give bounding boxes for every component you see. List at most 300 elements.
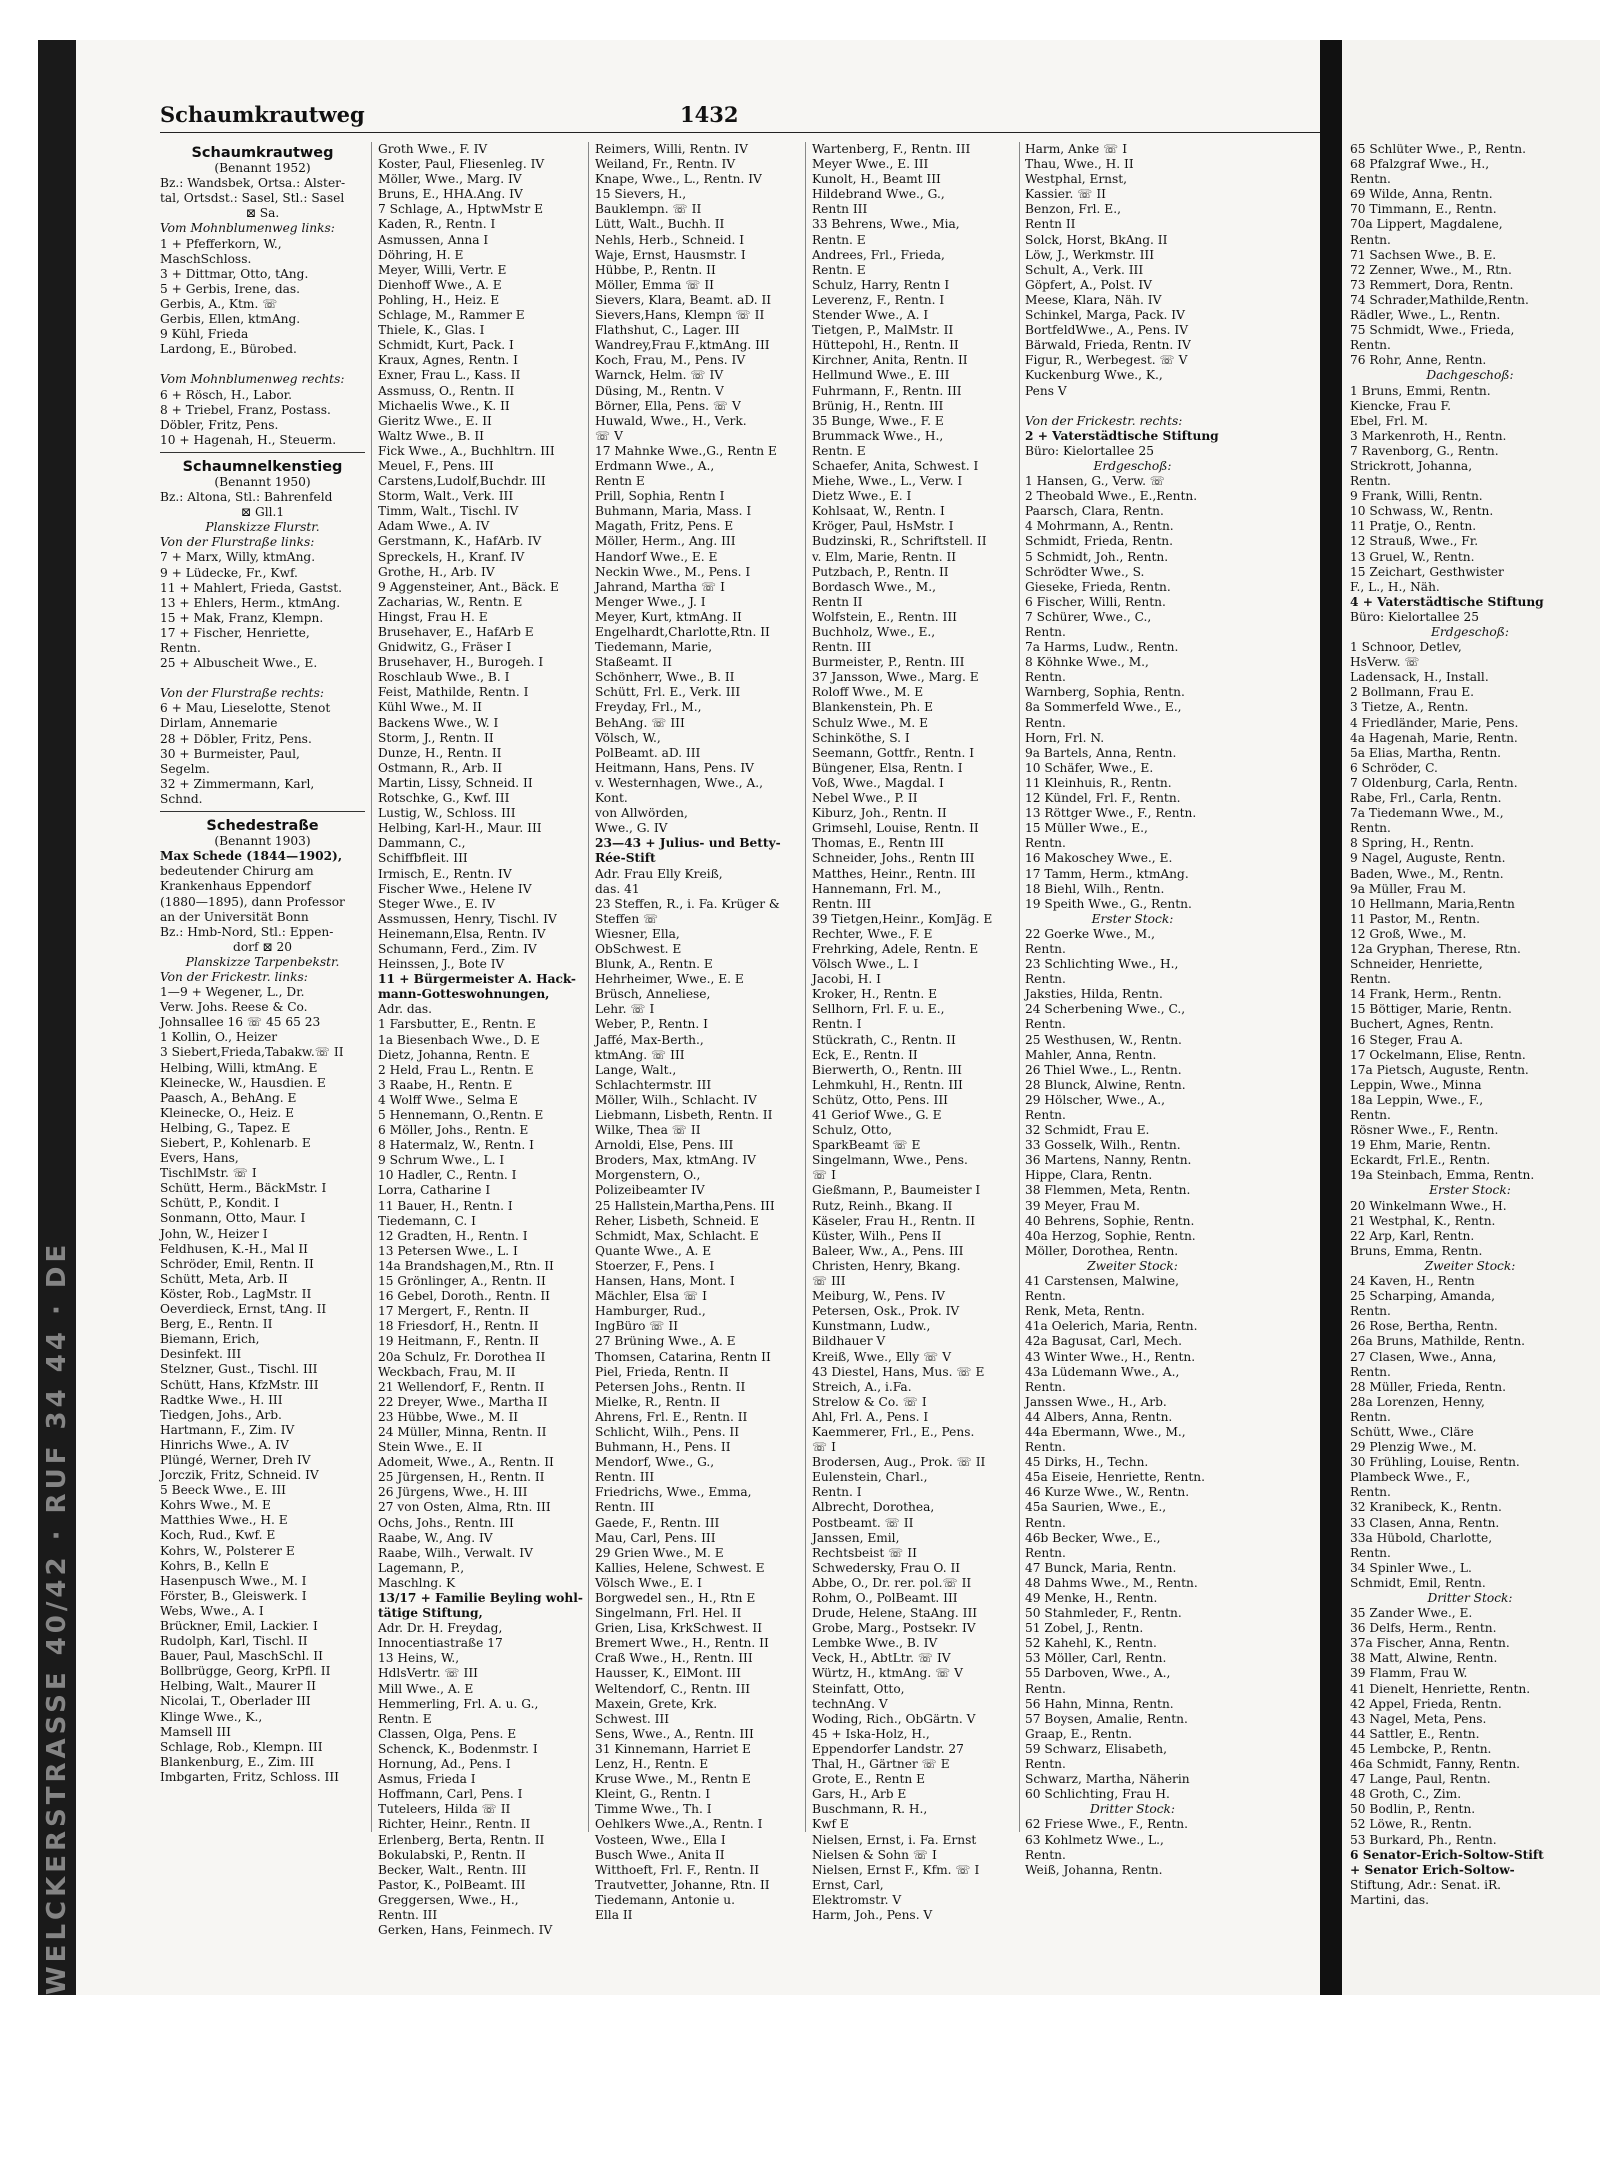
directory-entry: Rentn. xyxy=(1350,172,1391,187)
directory-entry: 17 Tamm, Herm., ktmAng. xyxy=(1025,866,1189,881)
directory-entry: Helbing, G., Tapez. E xyxy=(160,1120,291,1135)
directory-entry: Schaefer, Anita, Schwest. I xyxy=(812,458,979,473)
directory-entry: Bz.: Altona, Stl.: Bahrenfeld xyxy=(160,490,333,505)
directory-entry: Tietgen, P., MalMstr. II xyxy=(812,323,954,338)
directory-entry: 3 Markenroth, H., Rentn. xyxy=(1350,428,1507,443)
directory-entry: Meyer, Willi, Vertr. E xyxy=(378,262,507,277)
directory-entry: Spreckels, H., Kranf. IV xyxy=(378,549,525,564)
directory-entry: 43 Winter Wwe., H., Rentn. xyxy=(1025,1349,1196,1364)
directory-entry: Stelzner, Gust., Tischl. III xyxy=(160,1362,318,1377)
directory-entry: Schneider, Johs., Rentn III xyxy=(812,851,975,866)
directory-entry: Stiftung, Adr.: Senat. iR. xyxy=(1350,1877,1502,1892)
directory-entry: 27 Brüning Wwe., A. E xyxy=(595,1334,736,1349)
directory-entry: 56 Hahn, Minna, Rentn. xyxy=(1025,1696,1174,1711)
directory-entry: Timm, Walt., Tischl. IV xyxy=(378,504,519,519)
directory-entry: 7 Oldenburg, Carla, Rentn. xyxy=(1350,775,1518,790)
directory-entry: Adr. Frau Elly Kreiß, xyxy=(595,866,723,881)
directory-entry: Brusehaver, E., HafArb E xyxy=(378,625,534,639)
directory-entry: Petersen, Osk., Prok. IV xyxy=(812,1304,960,1319)
directory-entry: 10 Hellmann, Maria,Rentn xyxy=(1350,896,1515,911)
directory-entry: Sens, Wwe., A., Rentn. III xyxy=(595,1726,754,1741)
directory-entry: Büngener, Elsa, Rentn. I xyxy=(812,760,963,775)
directory-entry: 63 Kohlmetz Wwe., L., xyxy=(1025,1832,1164,1847)
directory-entry: Witthoeft, Frl. F., Rentn. II xyxy=(595,1862,760,1877)
directory-entry: Pohling, H., Heiz. E xyxy=(378,292,500,307)
directory-entry: 68 Pfalzgraf Wwe., H., xyxy=(1350,157,1490,172)
directory-entry: Rösner Wwe., F., Rentn. xyxy=(1350,1123,1499,1138)
directory-entry: Blunk, A., Rentn. E xyxy=(595,957,713,972)
directory-entry: 40a Herzog, Sophie, Rentn. xyxy=(1025,1228,1196,1243)
directory-column-5 xyxy=(1025,142,1240,1878)
directory-entry: Ochs, Johs., Rentn. III xyxy=(378,1515,514,1530)
directory-entry: Kunstmann, Ludw., xyxy=(812,1319,931,1334)
directory-entry: Schwarz, Martha, Näherin xyxy=(1025,1772,1190,1787)
directory-entry: Stender Wwe., A. I xyxy=(812,308,929,323)
directory-entry: 19 Speith Wwe., G., Rentn. xyxy=(1025,896,1192,911)
directory-entry: Strelow & Co. ☏ I xyxy=(812,1394,927,1409)
directory-entry: Fuhrmann, F., Rentn. III xyxy=(812,383,962,398)
directory-entry: Rentn. xyxy=(1350,821,1391,836)
directory-entry: + Senator Erich-Soltow- xyxy=(1350,1862,1515,1877)
directory-entry: Max Schede (1844—1902), xyxy=(160,849,343,864)
directory-entry: 57 Boysen, Amalie, Rentn. xyxy=(1025,1711,1188,1726)
directory-entry: Brummack Wwe., H., xyxy=(812,428,944,443)
directory-entry: 8 Köhnke Wwe., M., xyxy=(1025,655,1149,670)
directory-entry: Greggersen, Wwe., H., xyxy=(378,1892,519,1907)
directory-entry: Mächler, Elsa ☏ I xyxy=(595,1289,707,1304)
directory-entry: 3 + Dittmar, Otto, tAng. xyxy=(160,266,309,281)
directory-entry: Erlenberg, Berta, Rentn. II xyxy=(378,1832,545,1847)
directory-entry: Jaksties, Hilda, Rentn. xyxy=(1025,987,1163,1002)
directory-entry: 25 + Albuscheit Wwe., E. xyxy=(160,656,318,671)
directory-entry: Rentn. xyxy=(160,641,201,655)
directory-entry: 25 Hallstein,Martha,Pens. III xyxy=(595,1198,775,1213)
directory-entry: Mau, Carl, Pens. III xyxy=(595,1530,716,1545)
directory-entry: Schulz, Harry, Rentn I xyxy=(812,277,950,292)
directory-entry: Brünig, H., Rentn. III xyxy=(812,398,944,413)
directory-entry: Döhring, H. E xyxy=(378,247,464,262)
directory-entry: 75 Schmidt, Wwe., Frieda, xyxy=(1350,323,1515,338)
directory-entry: Schütt, Herm., BäckMstr. I xyxy=(160,1181,327,1196)
directory-entry: 1—9 + Wegener, L., Dr. xyxy=(160,985,305,1000)
directory-entry: 32 + Zimmermann, Karl, xyxy=(160,776,315,791)
directory-entry: Harm, Joh., Pens. V xyxy=(812,1907,933,1922)
directory-entry: Segelm. xyxy=(160,761,210,776)
directory-entry: 1 Bruns, Emmi, Rentn. xyxy=(1350,383,1491,398)
directory-entry: Döbler, Fritz, Pens. xyxy=(160,417,279,432)
directory-entry: Gerstmann, K., HafArb. IV xyxy=(378,534,542,549)
directory-entry: Kleinecke, O., Heiz. E xyxy=(160,1105,295,1120)
directory-entry: 22 Dreyer, Wwe., Martha II xyxy=(378,1394,548,1409)
directory-entry: Dammann, C., xyxy=(378,836,466,851)
directory-entry: Kallies, Helene, Schwest. E xyxy=(595,1560,765,1575)
directory-entry: Rentn E xyxy=(595,474,645,489)
directory-entry: Adam Wwe., A. IV xyxy=(378,519,490,534)
directory-entry: Rentn III xyxy=(812,202,868,217)
directory-entry: 10 Schäfer, Wwe., E. xyxy=(1025,760,1154,775)
directory-entry: Seemann, Gottfr., Rentn. I xyxy=(812,745,975,760)
directory-entry: Hellmund Wwe., E. III xyxy=(812,368,950,383)
directory-entry: Stoerzer, F., Pens. I xyxy=(595,1258,715,1273)
directory-entry: Nebel Wwe., P. II xyxy=(812,791,918,806)
directory-entry: 50 Bodlin, P., Rentn. xyxy=(1350,1802,1476,1817)
directory-entry: 5 Hennemann, O.,Rentn. E xyxy=(378,1108,544,1122)
directory-entry: Prill, Sophia, Rentn I xyxy=(595,489,725,504)
directory-entry: 46b Becker, Wwe., E., xyxy=(1025,1530,1161,1545)
directory-entry: Thiele, K., Glas. I xyxy=(378,323,485,338)
directory-entry: 41 Dienelt, Henriette, Rentn. xyxy=(1350,1681,1531,1696)
directory-entry: Hemmerling, Frl. A. u. G., xyxy=(378,1696,539,1711)
directory-entry: Rohm, O., PolBeamt. III xyxy=(812,1591,958,1605)
directory-entry: Völsch Wwe., E. I xyxy=(595,1575,702,1590)
directory-entry: 26 Thiel Wwe., L., Rentn. xyxy=(1025,1062,1182,1077)
directory-entry: 16 Gebel, Doroth., Rentn. II xyxy=(378,1289,550,1304)
directory-entry: Eppendorfer Landstr. 27 xyxy=(812,1741,964,1756)
directory-entry: 9 Aggensteiner, Ant., Bäck. E xyxy=(378,579,559,594)
directory-entry: 4 Wolff Wwe., Selma E xyxy=(378,1092,518,1107)
directory-entry: Plüngé, Werner, Dreh IV xyxy=(160,1452,311,1467)
directory-entry: 19 Heitmann, F., Rentn. II xyxy=(378,1334,539,1349)
directory-entry: 2 + Vaterstädtische Stiftung xyxy=(1025,428,1219,443)
directory-entry: Buchert, Agnes, Rentn. xyxy=(1350,1017,1494,1032)
directory-entry: Tuteleers, Hilda ☏ II xyxy=(378,1802,511,1817)
directory-entry: 42a Bagusat, Carl, Mech. xyxy=(1025,1334,1182,1349)
directory-entry: Engelhardt,Charlotte,Rtn. II xyxy=(595,625,770,639)
directory-entry: Rentn. xyxy=(1025,1108,1066,1122)
directory-entry: BortfeldWwe., A., Pens. IV xyxy=(1025,323,1188,338)
directory-entry: bedeutender Chirurg am xyxy=(160,864,314,879)
directory-entry: 33 Behrens, Wwe., Mia, xyxy=(812,217,960,232)
directory-entry: 30 Frühling, Louise, Rentn. xyxy=(1350,1455,1520,1470)
directory-entry: ☏ III xyxy=(812,1274,846,1289)
directory-entry: Grimsehl, Louise, Rentn. II xyxy=(812,821,979,836)
directory-entry: Radtke Wwe., H. III xyxy=(160,1392,283,1407)
directory-entry: Schult, A., Verk. III xyxy=(1025,262,1144,277)
directory-entry: Biemann, Erich, xyxy=(160,1332,260,1347)
directory-entry: Schütt, Wwe., Cläre xyxy=(1350,1424,1474,1439)
directory-entry: Graap, E., Rentn. xyxy=(1025,1726,1133,1741)
directory-entry: Rentn. III xyxy=(812,896,872,911)
directory-entry: Andrees, Frl., Frieda, xyxy=(812,247,945,262)
directory-entry: Möller, Wilh., Schlacht. IV xyxy=(595,1092,757,1107)
directory-entry: Schwest. III xyxy=(595,1711,670,1726)
directory-entry: Becker, Walt., Rentn. III xyxy=(378,1862,527,1877)
directory-entry: Wiesner, Ella, xyxy=(595,926,680,941)
directory-entry: Schlage, Rob., Klempn. III xyxy=(160,1739,323,1754)
directory-entry: 36 Delfs, Herm., Rentn. xyxy=(1350,1621,1497,1636)
directory-entry: 8 + Triebel, Franz, Postass. xyxy=(160,402,331,417)
directory-entry: Schmidt, Max, Schlacht. E xyxy=(595,1228,759,1243)
directory-entry: Rentn. E xyxy=(812,443,866,458)
directory-entry: Bärwald, Frieda, Rentn. IV xyxy=(1025,338,1191,353)
directory-entry: Steinfatt, Otto, xyxy=(812,1681,905,1696)
directory-entry: Gerbis, Ellen, ktmAng. xyxy=(160,312,301,327)
directory-entry: Rentn. xyxy=(1025,1681,1066,1696)
directory-entry: Trautvetter, Johanne, Rtn. II xyxy=(595,1877,770,1892)
directory-column-2 xyxy=(378,142,583,1938)
directory-entry: Borgwedel sen., H., Rtn E xyxy=(595,1591,756,1605)
directory-entry: Rentn. xyxy=(1025,1515,1066,1530)
directory-entry: Singelmann, Frl. Hel. II xyxy=(595,1606,742,1621)
directory-entry: Rädler, Wwe., L., Rentn. xyxy=(1350,308,1501,323)
directory-entry: Vosteen, Wwe., Ella I xyxy=(595,1832,726,1847)
directory-entry: 25 Westhusen, W., Rentn. xyxy=(1025,1032,1182,1047)
directory-entry: Broders, Max, ktmAng. IV xyxy=(595,1153,756,1168)
directory-entry: 20a Schulz, Fr. Dorothea II xyxy=(378,1349,546,1364)
directory-entry: 6 Möller, Johs., Rentn. E xyxy=(378,1123,529,1138)
directory-entry: Roschlaub Wwe., B. I xyxy=(378,670,510,685)
directory-entry: 3 Siebert,Frieda,Tabakw.☏ II xyxy=(160,1045,344,1060)
directory-entry: Figur, R., Werbegest. ☏ V xyxy=(1025,353,1188,368)
directory-entry: Dietz, Johanna, Rentn. E xyxy=(378,1047,530,1062)
directory-entry: 55 Darboven, Wwe., A., xyxy=(1025,1666,1171,1681)
directory-entry: Möller, Dorothea, Rentn. xyxy=(1025,1243,1179,1258)
directory-entry: 21 Westphal, K., Rentn. xyxy=(1350,1213,1496,1228)
directory-entry: 36 Martens, Nanny, Rentn. xyxy=(1025,1153,1192,1168)
directory-entry: Hippe, Clara, Rentn. xyxy=(1025,1168,1153,1183)
directory-entry: Wwe., G. IV xyxy=(595,821,668,836)
directory-entry: Schlicht, Wilh., Pens. II xyxy=(595,1424,740,1439)
directory-entry: Woding, Rich., ObGärtn. V xyxy=(812,1711,976,1726)
directory-entry: BehAng. ☏ III xyxy=(595,715,685,730)
directory-entry: 23 Schlichting Wwe., H., xyxy=(1025,957,1179,972)
directory-entry: ObSchwest. E xyxy=(595,941,682,956)
directory-entry: Möller, Wwe., Marg. IV xyxy=(378,172,522,187)
directory-entry: Löw, J., Werkmstr. III xyxy=(1025,247,1155,262)
directory-entry: Möller, Herm., Ang. III xyxy=(595,534,736,549)
directory-entry: ⊠ Gll.1 xyxy=(240,505,285,520)
directory-entry: Steger Wwe., E. IV xyxy=(378,896,496,911)
directory-entry: Burmeister, P., Rentn. III xyxy=(812,655,965,670)
directory-entry: 33a Hübold, Charlotte, xyxy=(1350,1530,1493,1545)
directory-entry: 31 Kinnemann, Harriet E xyxy=(595,1741,751,1756)
directory-entry: Rentn. I xyxy=(812,1017,862,1032)
directory-entry: Asmussen, Anna I xyxy=(378,232,489,247)
directory-entry: v. Elm, Marie, Rentn. II xyxy=(812,549,957,564)
directory-entry: Koch, Rud., Kwf. E xyxy=(160,1528,276,1543)
directory-entry: Helbing, Karl-H., Maur. III xyxy=(378,821,542,836)
directory-entry: Richter, Heinr., Rentn. II xyxy=(378,1817,531,1832)
directory-entry: 45 Lembcke, P., Rentn. xyxy=(1350,1741,1492,1756)
directory-entry: PolBeamt. aD. III xyxy=(595,745,701,760)
directory-entry: Eckardt, Frl.E., Rentn. xyxy=(1350,1153,1491,1168)
directory-entry: 6 Schröder, C. xyxy=(1350,760,1438,775)
directory-entry: Hausser, K., ElMont. III xyxy=(595,1666,741,1681)
directory-entry: Benzon, Frl. E., xyxy=(1025,202,1121,217)
directory-entry: Verw. Johs. Reese & Co. xyxy=(160,1000,308,1015)
directory-entry: 5 Beeck Wwe., E. III xyxy=(160,1483,286,1498)
directory-entry: Schinkel, Marga, Pack. IV xyxy=(1025,308,1185,323)
directory-entry: Nicolai, T., Oberlader III xyxy=(160,1694,311,1709)
directory-entry: 7 Ravenborg, G., Rentn. xyxy=(1350,443,1499,458)
directory-entry: Lembke Wwe., B. IV xyxy=(812,1636,938,1651)
directory-entry: 76 Rohr, Anne, Rentn. xyxy=(1350,353,1487,368)
directory-entry: Köster, Rob., LagMstr. II xyxy=(160,1286,312,1301)
directory-entry: 17a Pietsch, Auguste, Rentn. xyxy=(1350,1062,1529,1077)
directory-entry: Meyer Wwe., E. III xyxy=(812,157,929,172)
directory-entry: Veck, H., AbtLtr. ☏ IV xyxy=(812,1651,951,1666)
directory-entry: 16 Steger, Frau A. xyxy=(1350,1032,1464,1047)
directory-entry: Buchholz, Wwe., E., xyxy=(812,625,936,639)
directory-entry: 73 Remmert, Dora, Rentn. xyxy=(1350,277,1514,292)
directory-entry: Hüttepohl, H., Rentn. II xyxy=(812,338,959,353)
directory-entry: 15 Müller Wwe., E., xyxy=(1025,821,1148,836)
directory-entry: Schenck, K., Bodenmstr. I xyxy=(378,1741,538,1756)
directory-entry: Erdmann Wwe., A., xyxy=(595,458,715,473)
directory-entry: Abbe, O., Dr. rer. pol.☏ II xyxy=(812,1575,972,1590)
directory-entry: 28 Blunck, Alwine, Rentn. xyxy=(1025,1077,1186,1092)
directory-entry xyxy=(160,671,365,686)
directory-entry: Baden, Wwe., M., Rentn. xyxy=(1350,866,1504,881)
directory-entry: Rentn. xyxy=(1350,232,1391,247)
directory-entry: Ebel, Frl. M. xyxy=(1350,413,1428,428)
directory-entry: Bollbrügge, Georg, KrPfl. II xyxy=(160,1664,331,1679)
directory-entry: 48 Groth, C., Zim. xyxy=(1350,1787,1462,1802)
directory-entry: tätige Stiftung, xyxy=(378,1606,483,1621)
directory-entry: Friedrichs, Wwe., Emma, xyxy=(595,1485,752,1500)
directory-entry: 13 Gruel, W., Rentn. xyxy=(1350,549,1475,564)
directory-entry: Brückner, Emil, Lackier. I xyxy=(160,1619,318,1633)
directory-entry: 4 Mohrmann, A., Rentn. xyxy=(1025,519,1174,534)
directory-entry: Hoffmann, Carl, Pens. I xyxy=(378,1787,523,1802)
directory-entry: Bierwerth, O., Rentn. III xyxy=(812,1062,962,1077)
directory-entry: 45a Eiseie, Henriette, Rentn. xyxy=(1025,1470,1206,1485)
section-label: Zweiter Stock: xyxy=(1424,1258,1516,1273)
directory-entry: 52 Kahehl, K., Rentn. xyxy=(1025,1636,1157,1651)
directory-entry: Westphal, Ernst, xyxy=(1025,172,1128,187)
directory-entry: 6 + Mau, Lieselotte, Stenot xyxy=(160,701,331,716)
directory-entry: Dienhoff Wwe., A. E xyxy=(378,277,502,292)
directory-entry: Thau, Wwe., H. II xyxy=(1025,157,1134,172)
directory-entry: 45a Saurien, Wwe., E., xyxy=(1025,1500,1167,1515)
directory-entry: Hingst, Frau H. E xyxy=(378,609,488,624)
directory-entry: Rentn. xyxy=(1025,1379,1066,1394)
directory-entry: Staßeamt. II xyxy=(595,655,672,670)
directory-entry: 11 + Mahlert, Frieda, Gastst. xyxy=(160,580,343,595)
directory-entry: Rentn. xyxy=(1025,1545,1066,1560)
directory-entry: Magath, Fritz, Pens. E xyxy=(595,519,734,534)
directory-entry: 4 Friedländer, Marie, Pens. xyxy=(1350,715,1519,730)
directory-entry: Evers, Hans, xyxy=(160,1151,239,1166)
directory-entry: 50 Stahmleder, F., Rentn. xyxy=(1025,1606,1182,1621)
directory-entry: Rentn. xyxy=(1350,338,1391,353)
directory-entry: 27 Clasen, Wwe., Anna, xyxy=(1350,1349,1497,1364)
directory-entry: Krankenhaus Eppendorf xyxy=(160,879,311,894)
directory-entry: Sonmann, Otto, Maur. I xyxy=(160,1211,306,1226)
directory-entry: 15 Böttiger, Marie, Rentn. xyxy=(1350,1002,1512,1017)
directory-entry: Wilke, Thea ☏ II xyxy=(595,1123,701,1138)
directory-entry: dorf ⊠ 20 xyxy=(233,939,292,954)
directory-entry: 1 Farsbutter, E., Rentn. E xyxy=(378,1017,536,1032)
directory-entry: 11 + Bürgermeister A. Hack- xyxy=(378,972,576,987)
directory-entry: Thal, H., Gärtner ☏ E xyxy=(812,1757,950,1772)
directory-entry: Freyday, Frl., M., xyxy=(595,700,702,715)
directory-entry: Von der Frickestr. rechts: xyxy=(1025,413,1183,428)
directory-entry: TischlMstr. ☏ I xyxy=(160,1166,257,1181)
directory-entry: Schütt, Frl. E., Verk. III xyxy=(595,685,741,700)
directory-entry: Plambeck Wwe., F., xyxy=(1350,1470,1471,1485)
directory-entry: 17 Mergert, F., Rentn. II xyxy=(378,1304,529,1319)
directory-entry: Raabe, Wilh., Verwalt. IV xyxy=(378,1545,533,1560)
directory-entry: Bz.: Wandsbek, Ortsa.: Alster- xyxy=(160,176,346,191)
directory-entry: Kruse Wwe., M., Rentn E xyxy=(595,1772,751,1787)
directory-entry: Schnd. xyxy=(160,791,203,806)
directory-entry: 26 Rose, Bertha, Rentn. xyxy=(1350,1319,1498,1334)
directory-entry: 7a Harms, Ludw., Rentn. xyxy=(1025,640,1179,655)
directory-entry: Weiland, Fr., Rentn. IV xyxy=(595,157,736,172)
directory-entry: Nielsen & Sohn ☏ I xyxy=(812,1847,937,1862)
directory-entry: Neckin Wwe., M., Pens. I xyxy=(595,564,751,579)
directory-entry: Möller, Emma ☏ II xyxy=(595,277,714,292)
directory-entry: Rentn. III xyxy=(378,1907,438,1922)
directory-entry: 7 Schürer, Wwe., C., xyxy=(1025,609,1152,624)
directory-entry: mann-Gotteswohnungen, xyxy=(378,987,550,1002)
directory-entry: Lütt, Walt., Buchh. II xyxy=(595,217,725,232)
directory-entry: 37a Fischer, Anna, Rentn. xyxy=(1350,1636,1510,1651)
directory-entry: 4a Hagenah, Marie, Rentn. xyxy=(1350,730,1518,745)
directory-entry: Janssen, Emil, xyxy=(812,1530,900,1545)
directory-entry: Buhmann, Maria, Mass. I xyxy=(595,504,752,519)
directory-entry: John, W., Heizer I xyxy=(160,1226,268,1241)
directory-entry: Miehe, Wwe., L., Verw. I xyxy=(812,474,963,489)
directory-entry: Mahler, Anna, Rentn. xyxy=(1025,1047,1157,1062)
directory-entry: 1a Biesenbach Wwe., D. E xyxy=(378,1032,540,1047)
directory-entry: Rentn. xyxy=(1350,1409,1391,1424)
directory-entry: Lehmkuhl, H., Rentn. III xyxy=(812,1077,963,1092)
directory-entry: Nehls, Herb., Schneid. I xyxy=(595,232,745,247)
directory-entry: Küster, Wilh., Pens II xyxy=(812,1228,942,1243)
directory-column-6 xyxy=(1350,142,1590,1908)
directory-entry: Renk, Meta, Rentn. xyxy=(1025,1304,1145,1319)
directory-column-1 xyxy=(160,142,365,1785)
directory-entry: 13 + Ehlers, Herm., ktmAng. xyxy=(160,595,341,610)
directory-entry: Rentn. xyxy=(1350,1108,1391,1122)
directory-entry: 34 Spinler Wwe., L. xyxy=(1350,1560,1472,1575)
directory-entry: 48 Dahms Wwe., M., Rentn. xyxy=(1025,1575,1198,1590)
directory-entry: Liebmann, Lisbeth, Rentn. II xyxy=(595,1108,773,1122)
directory-entry: F., L., H., Näh. xyxy=(1350,579,1440,594)
directory-entry: Rentn. III xyxy=(812,640,872,655)
page-number: 1432 xyxy=(680,102,739,127)
directory-entry: Lorra, Catharine I xyxy=(378,1183,491,1198)
directory-entry: Carstens,Ludolf,Buchdr. III xyxy=(378,474,546,489)
directory-column-3 xyxy=(595,142,800,1923)
directory-entry: Rentn. xyxy=(1025,972,1066,987)
directory-entry: Rentn. xyxy=(1025,625,1066,639)
directory-entry: Warnck, Helm. ☏ IV xyxy=(595,368,724,383)
directory-entry: 71 Sachsen Wwe., B. E. xyxy=(1350,247,1497,262)
directory-entry: Reher, Lisbeth, Schneid. E xyxy=(595,1213,759,1228)
directory-entry: Steffen ☏ xyxy=(595,911,659,926)
directory-entry: Buschmann, R. H., xyxy=(812,1802,928,1817)
directory-entry: 7 + Marx, Willy, ktmAng. xyxy=(160,550,316,565)
directory-entry: 23—43 + Julius- und Betty- xyxy=(595,836,781,851)
directory-entry: 19 Ehm, Marie, Rentn. xyxy=(1350,1138,1491,1153)
directory-entry: Ahrens, Frl. E., Rentn. II xyxy=(595,1409,748,1424)
directory-entry: Horn, Frl. N. xyxy=(1025,730,1105,745)
directory-entry: Koster, Paul, Fliesenleg. IV xyxy=(378,157,545,172)
directory-entry: Rentn. xyxy=(1025,715,1066,730)
directory-entry: Quante Wwe., A. E xyxy=(595,1243,712,1258)
directory-entry: Dunze, H., Rentn. II xyxy=(378,745,502,760)
directory-entry: Schönherr, Wwe., B. II xyxy=(595,670,735,685)
directory-entry: 44 Albers, Anna, Rentn. xyxy=(1025,1409,1173,1424)
directory-entry: Webs, Wwe., A. I xyxy=(160,1603,264,1618)
directory-entry: Budzinski, R., Schriftstell. II xyxy=(812,534,987,549)
directory-entry: 9a Bartels, Anna, Rentn. xyxy=(1025,745,1177,760)
directory-entry: 27 von Osten, Alma, Rtn. III xyxy=(378,1500,551,1515)
section-label: Planskizze Flurstr. xyxy=(205,520,320,535)
